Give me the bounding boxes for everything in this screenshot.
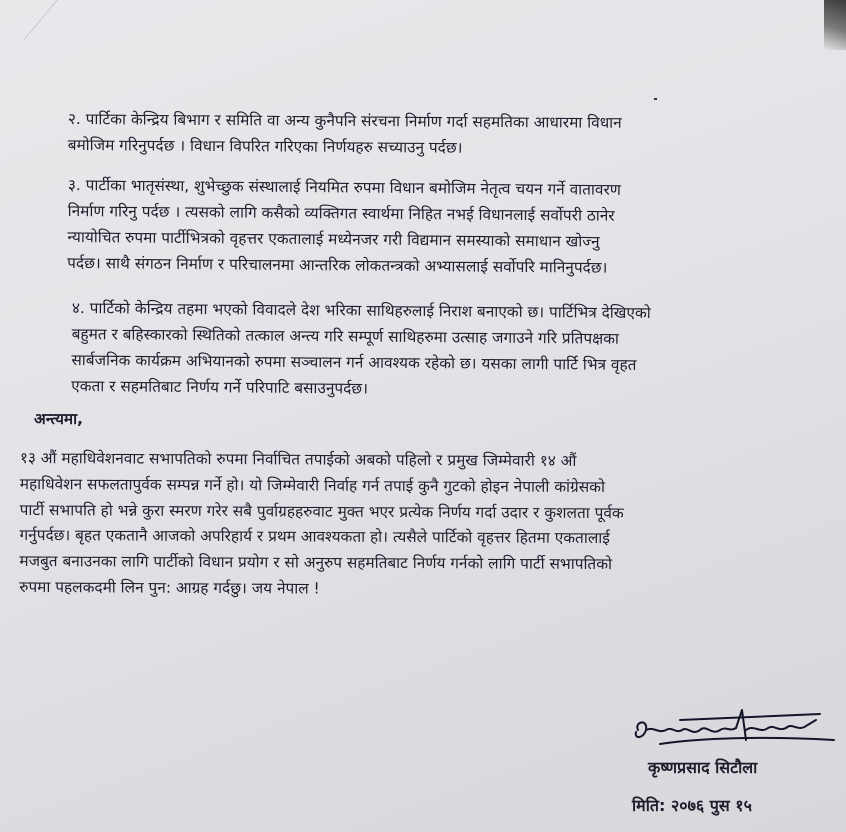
- item-4-line: एकता र सहमतिबाट निर्णय गर्ने परिपाटि बसाउनुपर्दछ।: [71, 376, 369, 398]
- closing-line: मजबुत बनाउनका लागि पार्टीको विधान प्रयोग र सो अनुरुप सहमतिबाट निर्णय गर्नको लागि पार्टी सभापतिको: [19, 552, 613, 574]
- item-4-paragraph: [71, 295, 651, 404]
- item-2-line: २. पार्टिका केन्द्रिय बिभाग र समिति वा अन्य कुनैपनि संरचना निर्माण गर्दा सहमतिका आधारमा विधान: [67, 109, 622, 132]
- page-corner-shadow: [824, 0, 846, 50]
- closing-heading: अन्त्यमा,: [34, 410, 83, 428]
- signer-name: कृष्णप्रसाद सिटौला: [648, 758, 758, 777]
- item-4-line: ४. पार्टिको केन्द्रिय तहमा भएको विवादले देश भरिका साथिहरुलाई निराश बनाएको छ। पार्टिभित्र देखिएको: [71, 298, 651, 323]
- signature-date: मिति: २०७६ पुस १५: [632, 796, 752, 815]
- handwritten-signature: [620, 700, 840, 756]
- closing-line: गर्नुपर्दछ। बृहत एकतानै आजको अपरिहार्य र प्रथम आवश्यकता हो। त्यसैले पार्टिको वृहत्तर हितमा एकतालाई: [19, 526, 610, 548]
- item-3-line: निर्माण गरिनु पर्दछ । त्यसको लागि कसैको व्यक्तिगत स्वार्थमा निहित नभई विधानलाई सर्वोपरी ठानेर: [67, 201, 615, 225]
- closing-line: पार्टी सभापति हो भन्ने कुरा स्मरण गरेर सबै पुर्वाग्रहहरुवाट मुक्त भएर प्रत्येक निर्णय गर्दा उदार र कुशलता पूर्वक: [19, 500, 624, 522]
- item-3-paragraph: [67, 172, 621, 281]
- item-3-line: ३. पार्टीका भातृसंस्था, शुभेच्छुक संस्थालाई नियमित रुपमा विधान बमोजिम नेतृत्व चयन गर्ने वातावरण: [67, 175, 622, 199]
- page-fold-mark: [0, 0, 58, 40]
- item-4-line: बहुमत र बहिस्कारको स्थितिको तत्काल अन्त्य गरि सम्पूर्ण साथिहरुमा उत्साह जगाउने गरि प्रतिपक्षका: [71, 324, 620, 348]
- closing-line: महाधिवेशन सफलतापुर्वक सम्पन्न गर्ने हो। यो जिम्मेवारी निर्वाह गर्न तपाई कुनै गुटको होइन नेपाली कांग्रेसको: [19, 474, 606, 496]
- item-2-paragraph: [68, 106, 622, 162]
- item-2-line: बमोजिम गरिनुपर्दछ । विधान विपरित गरिएका निर्णयहरु सच्याउनु पर्दछ।: [67, 135, 463, 157]
- item-4-line: सार्बजनिक कार्यक्रम अभियानको रुपमा सञ्चालन गर्न आवश्यक रहेको छ। यसका लागी पार्टि भित्र वृहत: [71, 350, 637, 374]
- item-3-line: पर्दछ। साथै संगठन निर्माण र परिचालनमा आन्तरिक लोकतन्त्रको अभ्यासलाई सर्वोपरि मानिनुपर्दछ।: [67, 253, 608, 277]
- closing-line: रुपमा पहलकदमी लिन पुन: आग्रह गर्दछु। जय नेपाल !: [19, 577, 320, 598]
- item-3-line: न्यायोचित रुपमा पार्टीभित्रको वृहत्तर एकतालाई मध्येनजर गरी विद्यमान समस्याको समाधान खोज्नु: [67, 227, 600, 251]
- closing-line: १३ औं महाधिवेशनवाट सभापतिको रुपमा निर्वाचित तपाईको अबको पहिलो र प्रमुख जिम्मेवारी १४ औं: [19, 448, 577, 470]
- closing-paragraph: [19, 446, 624, 604]
- ink-speck: [654, 98, 657, 100]
- signature-block: [620, 700, 840, 825]
